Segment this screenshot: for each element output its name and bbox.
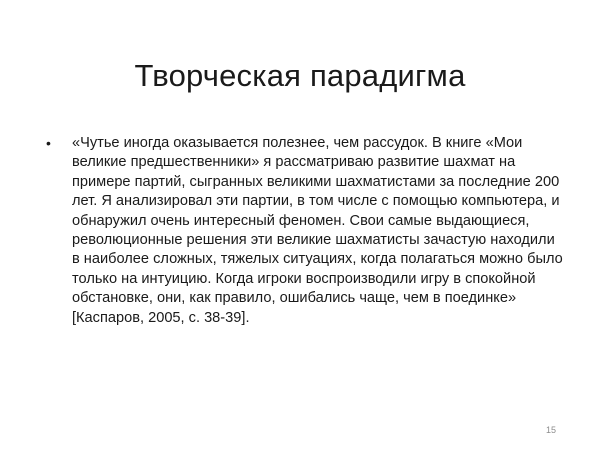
slide-title: Творческая парадигма <box>134 58 466 93</box>
bullet-item <box>44 134 564 328</box>
bullet-list <box>44 134 564 328</box>
page-number: 15 <box>546 425 557 435</box>
bullet-marker: • <box>46 135 51 151</box>
bullet-text: «Чутье иногда оказывается полезнее, чем рассудок. В книге «Мои великие предшественники» я рассматриваю развитие шахмат на примере партий, сыгранных великими шахматистами за последние 200 лет. Я анализировал эти партии, в том числе с помощью компьютера, и обнаружил очень интересный феномен. Свои самые выдающиеся, революционные решения эти великие шахматисты зачастую находили в наиболее сложных, тяжелых ситуациях, когда полагаться можно было только на интуицию. Когда игроки воспроизводили игру в спокойной обстановке, они, как правило, ошибались чаще, чем в поединке» [Каспаров, 2005, с. 38-39]. <box>72 135 563 326</box>
